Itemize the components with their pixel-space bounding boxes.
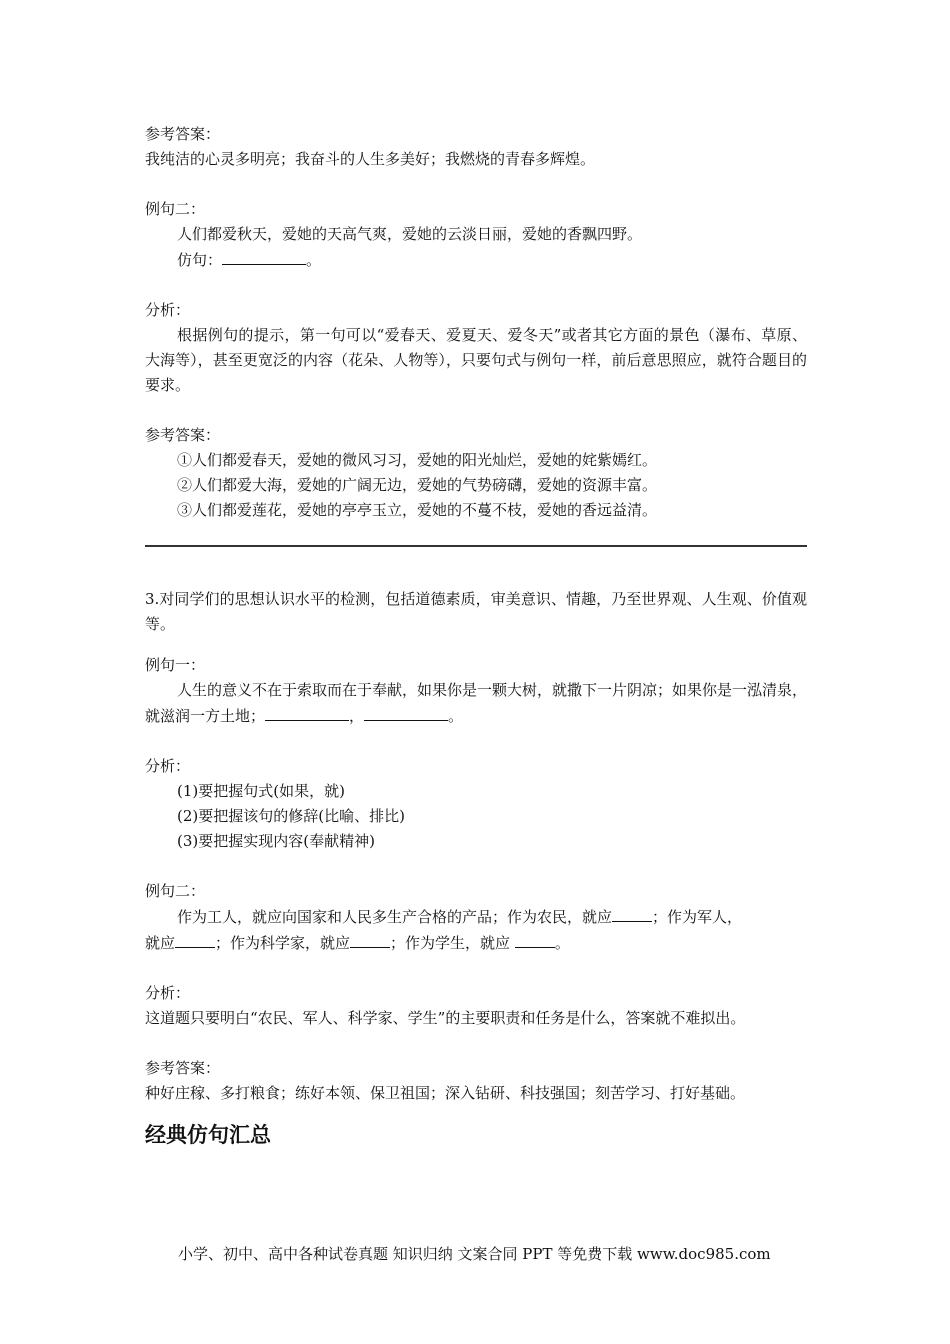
imitation-line	[145, 247, 807, 273]
reference-answer-label: 参考答案：	[145, 426, 221, 444]
answer-item: ②人们都爱大海，爱她的广阔无边，爱她的气势磅礴，爱她的资源丰富。	[177, 476, 658, 494]
example-two-line-1	[145, 904, 807, 930]
example-one-label: 例句一：	[145, 656, 206, 674]
example-one-sentence: 人生的意义不在于索取而在于奉献，如果你是一颗大树，就撒下一片阴凉；如果你是一泓清泉，就滋润一方土地；	[145, 681, 808, 725]
imitation-period: 。	[306, 251, 322, 269]
example-one-text	[145, 678, 807, 729]
reference-answer-label: 参考答案：	[145, 1059, 221, 1077]
analysis-item: (3)要把握实现内容(奉献精神)	[177, 832, 375, 850]
section-title: 经典仿句汇总	[145, 1123, 271, 1147]
reference-answer-text: 我纯洁的心灵多明亮；我奋斗的人生多美好；我燃烧的青春多辉煌。	[145, 150, 596, 168]
imitation-label: 仿句：	[177, 251, 223, 269]
answer-blank[interactable]	[364, 703, 448, 721]
imitation-blank[interactable]	[222, 247, 306, 265]
analysis-label: 分析：	[145, 984, 191, 1002]
answer-item: ①人们都爱春天，爱她的微风习习，爱她的阳光灿烂，爱她的姹紫嫣红。	[177, 451, 658, 469]
example-two-sentence: 作为工人，就应向国家和人民多生产合格的产品；作为农民，就应	[177, 908, 613, 926]
reference-answer-text: 种好庄稼、多打粮食；练好本领、保卫祖国；深入钻研、科技强国；刻苦学习、打好基础。	[145, 1084, 746, 1102]
period: 。	[554, 934, 570, 952]
page-footer: 小学、初中、高中各种试卷真题 知识归纳 文案合同 PPT 等免费下载 www.doc985.com	[178, 1245, 771, 1263]
analysis-text: 这道题只要明白“农民、军人、科学家、学生”的主要职责和任务是什么，答案就不难拟出。	[145, 1009, 746, 1027]
answer-blank[interactable]	[175, 930, 215, 948]
example-two-label: 例句二：	[145, 200, 206, 218]
answer-blank[interactable]	[350, 930, 390, 948]
answer-blank[interactable]	[515, 930, 555, 948]
reference-answer-label: 参考答案：	[145, 125, 221, 143]
example-two-sentence: 就应	[145, 934, 176, 952]
analysis-label: 分析：	[145, 301, 191, 319]
analysis-label: 分析：	[145, 757, 191, 775]
example-two-sentence: ；作为学生，就应	[390, 934, 515, 952]
analysis-item: (1)要把握句式(如果，就)	[177, 782, 345, 800]
analysis-text: 根据例句的提示，第一句可以“爱春天、爱夏天、爱冬天”或者其它方面的景色（瀑布、草原、大海等），甚至更宽泛的内容（花朵、人物等），只要句式与例句一样，前后意思照应，就符合题目的要求。	[145, 326, 807, 394]
example-two-label: 例句二：	[145, 882, 206, 900]
section-divider	[145, 545, 807, 547]
document-body	[145, 122, 807, 1150]
period: 。	[448, 707, 464, 725]
example-two-text: 人们都爱秋天，爱她的天高气爽，爱她的云淡日丽，爱她的香飘四野。	[177, 225, 643, 243]
question-three: 3.对同学们的思想认识水平的检测，包括道德素质，审美意识、情趣，乃至世界观、人生观、价值观等。	[145, 590, 807, 633]
example-two-sentence: ；作为科学家，就应	[215, 934, 351, 952]
answer-item: ③人们都爱莲花，爱她的亭亭玉立，爱她的不蔓不枝，爱她的香远益清。	[177, 501, 658, 519]
answer-blank[interactable]	[612, 904, 652, 922]
analysis-item: (2)要把握该句的修辞(比喻、排比)	[177, 807, 405, 825]
answer-blank[interactable]	[265, 703, 349, 721]
example-two-sentence: ；作为军人，	[652, 908, 743, 926]
comma: ，	[349, 707, 365, 725]
example-two-line-2	[145, 930, 807, 956]
